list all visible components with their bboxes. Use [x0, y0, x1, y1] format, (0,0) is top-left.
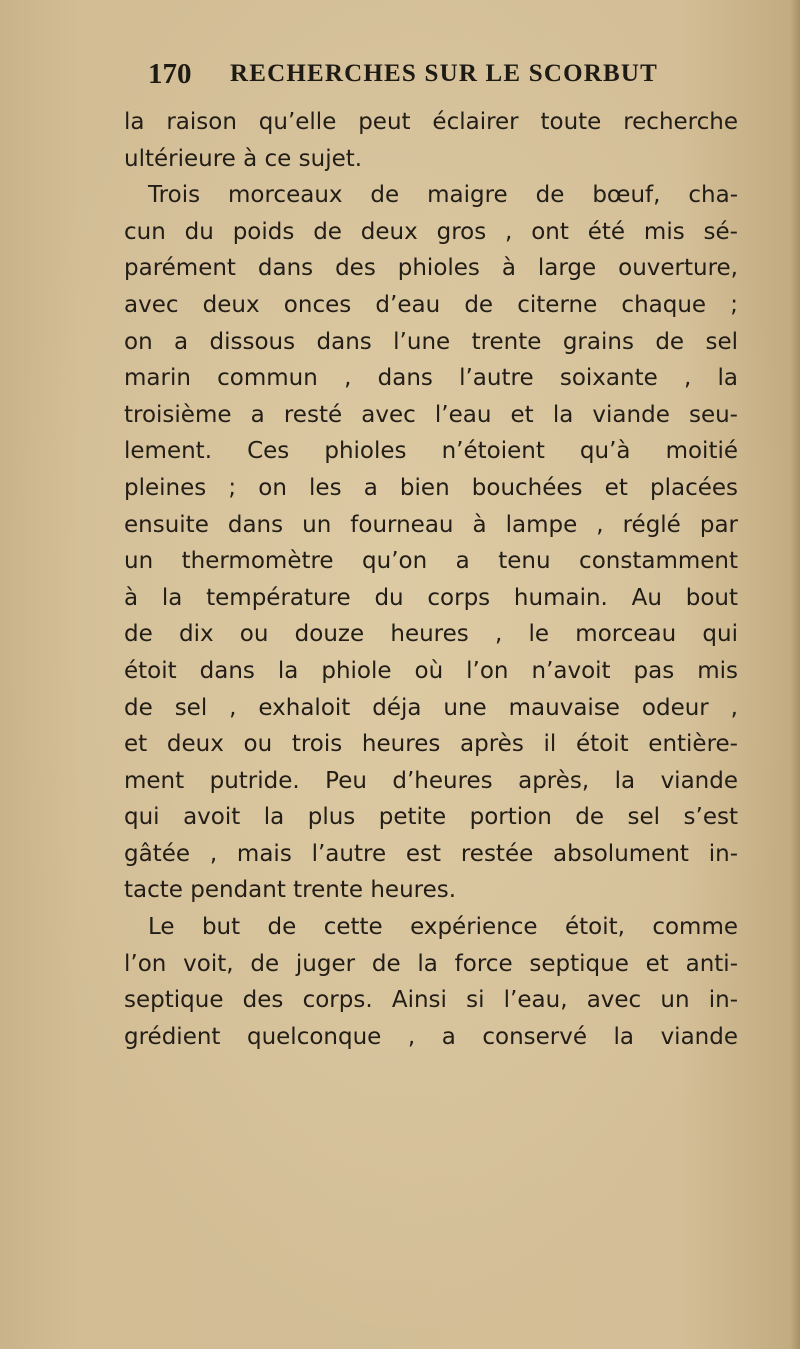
running-head: RECHERCHES SUR LE SCORBUT: [230, 60, 659, 87]
text-line: étoit dans la phiole où l’on n’avoit pas mis: [124, 657, 738, 684]
text-line: pleines ; on les a bien bouchées et placées: [124, 474, 738, 501]
text-line: à la température du corps humain. Au bout: [124, 584, 738, 611]
text-line: gâtée , mais l’autre est restée absolument in-: [124, 840, 738, 867]
page-header: [148, 58, 748, 98]
text-line: Le but de cette expérience étoit, comme: [148, 914, 738, 941]
page-edge-shadow: [790, 0, 800, 1349]
text-line: on a dissous dans l’une trente grains de sel: [124, 328, 738, 355]
text-line: de dix ou douze heures , le morceau qui: [124, 621, 738, 648]
text-line: ment putride. Peu d’heures après, la viande: [124, 767, 738, 794]
text-line: la raison qu’elle peut éclairer toute recherche: [124, 109, 738, 135]
text-line: grédient quelconque , a conservé la viande: [124, 1023, 738, 1050]
text-line: marin commun , dans l’autre soixante , la: [124, 365, 738, 392]
body-text: [124, 104, 738, 1055]
text-line: de sel , exhaloit déja une mauvaise odeur ,: [124, 694, 738, 721]
text-line: lement. Ces phioles n’étoient qu’à moitié: [124, 438, 738, 465]
page-number: 170: [148, 58, 192, 90]
text-line: et deux ou trois heures après il étoit entière-: [124, 731, 738, 758]
text-line: Trois morceaux de maigre de bœuf, cha-: [148, 182, 738, 209]
text-line: ensuite dans un fourneau à lampe , réglé par: [124, 511, 738, 538]
text-line: tacte pendant trente heures.: [124, 877, 457, 904]
text-line: septique des corps. Ainsi si l’eau, avec un in-: [124, 987, 738, 1014]
text-line: ultérieure à ce sujet.: [124, 145, 363, 172]
text-line: avec deux onces d’eau de citerne chaque ;: [124, 291, 738, 318]
text-line: cun du poids de deux gros , ont été mis sé-: [124, 218, 738, 245]
text-line: parément dans des phioles à large ouverture,: [124, 255, 738, 282]
text-line: troisième a resté avec l’eau et la viande seu-: [124, 401, 738, 428]
text-line: un thermomètre qu’on a tenu constamment: [124, 548, 738, 575]
text-line: qui avoit la plus petite portion de sel s’est: [124, 804, 738, 831]
text-line: l’on voit, de juger de la force septique et anti-: [124, 950, 738, 977]
